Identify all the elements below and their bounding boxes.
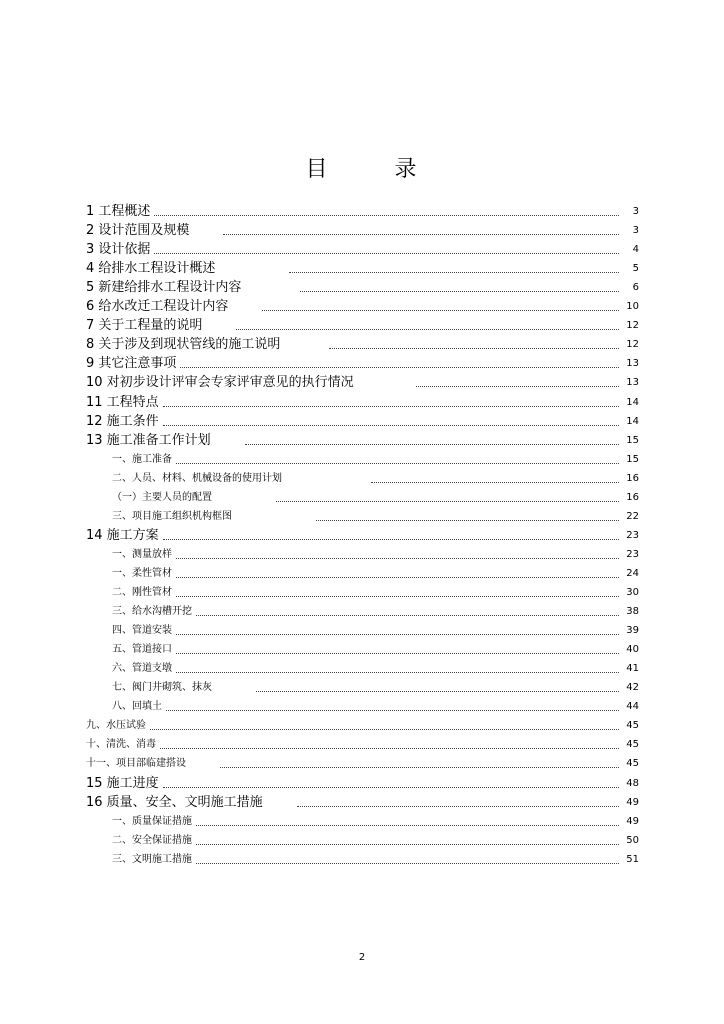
toc-entry-label: 4 给排水工程设计概述 bbox=[86, 261, 216, 277]
toc-entry-label: 一、施工准备 bbox=[112, 453, 172, 465]
toc-entry[interactable] bbox=[112, 699, 639, 715]
toc-entry-label: 11 工程特点 bbox=[86, 394, 159, 410]
toc-entry-label: 1 工程概述 bbox=[86, 204, 151, 219]
toc-entry-page: 3 bbox=[632, 206, 639, 217]
toc-entry[interactable] bbox=[112, 623, 639, 639]
toc-entry[interactable] bbox=[112, 833, 639, 849]
toc-entry-page: 3 bbox=[632, 225, 639, 237]
toc-entry-label: 一、柔性管材 bbox=[112, 567, 172, 579]
toc-dot-leader bbox=[245, 444, 619, 445]
toc-entry-label: 四、管道安装 bbox=[112, 625, 172, 637]
toc-dot-leader bbox=[163, 539, 619, 540]
toc-entry[interactable] bbox=[112, 680, 639, 696]
toc-dot-leader bbox=[220, 767, 619, 768]
toc-entry-label: 一、质量保证措施 bbox=[112, 815, 192, 827]
toc-dot-leader bbox=[176, 558, 619, 559]
toc-entry-label: 8 关于涉及到现状管线的施工说明 bbox=[86, 337, 281, 353]
toc-entry-label: 3 设计依据 bbox=[86, 242, 151, 258]
toc-entry-page: 45 bbox=[626, 739, 639, 751]
toc-entry[interactable] bbox=[112, 566, 639, 582]
toc-entry-label: 二、安全保证措施 bbox=[112, 834, 192, 846]
toc-dot-leader bbox=[297, 806, 619, 807]
toc-entry[interactable] bbox=[86, 718, 639, 734]
toc-entry[interactable] bbox=[86, 299, 639, 315]
toc-entry[interactable] bbox=[86, 223, 639, 239]
toc-dot-leader bbox=[196, 863, 619, 864]
toc-dot-leader bbox=[176, 653, 619, 654]
toc-dot-leader bbox=[316, 520, 619, 521]
toc-entry-page: 50 bbox=[626, 834, 639, 846]
toc-entry-page: 14 bbox=[626, 396, 639, 408]
page-number: 2 bbox=[358, 952, 366, 963]
toc-entry-page: 16 bbox=[626, 472, 639, 484]
toc-dot-leader bbox=[416, 386, 619, 387]
toc-entry-page: 42 bbox=[626, 682, 639, 694]
toc-entry-label: 二、人员、材料、机械设备的使用计划 bbox=[112, 472, 282, 484]
toc-entry[interactable] bbox=[86, 242, 639, 258]
toc-entry-page: 13 bbox=[626, 358, 639, 370]
toc-entry-label: 一、测量放样 bbox=[112, 548, 172, 560]
toc-dot-leader bbox=[176, 463, 619, 464]
toc-entry[interactable] bbox=[86, 356, 639, 372]
toc-entry[interactable] bbox=[112, 509, 639, 525]
toc-entry-page: 15 bbox=[626, 453, 639, 465]
toc-entry-label: 2 设计范围及规模 bbox=[86, 223, 190, 239]
toc-entry-page: 45 bbox=[626, 720, 639, 732]
toc-entry[interactable] bbox=[112, 642, 639, 658]
toc-entry[interactable] bbox=[86, 337, 639, 353]
toc-entry-page: 38 bbox=[626, 606, 639, 618]
toc-dot-leader bbox=[276, 501, 619, 502]
toc-entry-page: 22 bbox=[626, 510, 639, 522]
toc-entry-page: 16 bbox=[626, 491, 639, 503]
toc-entry-label: 16 质量、安全、文明施工措施 bbox=[86, 794, 263, 810]
toc-dot-leader bbox=[329, 348, 619, 349]
toc-entry[interactable] bbox=[112, 547, 639, 563]
toc-entry-page: 23 bbox=[626, 529, 639, 541]
toc-entry-page: 12 bbox=[626, 339, 639, 351]
toc-entry-label: 八、回填土 bbox=[112, 701, 162, 713]
toc-entry-label: 5 新建给排水工程设计内容 bbox=[86, 280, 242, 296]
toc-entry[interactable] bbox=[86, 395, 639, 411]
toc-dot-leader bbox=[223, 234, 619, 235]
toc-entry[interactable] bbox=[112, 585, 639, 601]
toc-entry-label: 6 给水改迁工程设计内容 bbox=[86, 299, 229, 315]
toc-dot-leader bbox=[163, 406, 619, 407]
toc-entry-page: 13 bbox=[626, 377, 639, 389]
toc-dot-leader bbox=[154, 253, 619, 254]
toc-dot-leader bbox=[371, 482, 619, 483]
toc-entry[interactable] bbox=[112, 604, 639, 620]
toc-entry-label: 三、给水沟槽开挖 bbox=[112, 606, 192, 618]
toc-entry[interactable] bbox=[112, 814, 639, 830]
toc-entry-page: 10 bbox=[626, 301, 639, 313]
toc-entry[interactable] bbox=[86, 737, 639, 753]
toc-entry-page: 30 bbox=[626, 587, 639, 598]
toc-entry-page: 40 bbox=[626, 644, 639, 656]
toc-dot-leader bbox=[256, 691, 619, 692]
toc-dot-leader bbox=[176, 577, 619, 578]
toc-dot-leader bbox=[176, 672, 619, 673]
toc-entry-label: 12 施工条件 bbox=[86, 413, 159, 429]
toc-entry-page: 49 bbox=[626, 815, 639, 827]
toc-entry-page: 44 bbox=[626, 701, 639, 713]
toc-dot-leader bbox=[163, 787, 619, 788]
toc-dot-leader bbox=[196, 615, 619, 616]
toc-entry-page: 39 bbox=[626, 625, 639, 637]
toc-entry[interactable] bbox=[86, 280, 639, 296]
toc-dot-leader bbox=[166, 710, 619, 711]
toc-entry-page: 23 bbox=[626, 548, 639, 560]
toc-entry-label: 三、项目施工组织机构框图 bbox=[112, 510, 232, 522]
toc-entry-label: 10 对初步设计评审会专家评审意见的执行情况 bbox=[86, 375, 354, 391]
toc-entry-page: 15 bbox=[626, 434, 639, 446]
toc-dot-leader bbox=[180, 367, 619, 368]
toc-entry-page: 12 bbox=[626, 320, 639, 332]
toc-entry[interactable] bbox=[86, 375, 639, 391]
toc-entry-label: 十一、项目部临建搭设 bbox=[86, 758, 186, 770]
toc-entry[interactable] bbox=[86, 318, 639, 334]
toc-entry-label: 九、水压试验 bbox=[86, 720, 146, 732]
toc-entry-label: 9 其它注意事项 bbox=[86, 356, 177, 372]
toc-entry-page: 51 bbox=[626, 853, 639, 865]
toc-entry[interactable] bbox=[86, 776, 639, 792]
toc-entry[interactable] bbox=[86, 414, 639, 430]
toc-entry-label: 二、刚性管材 bbox=[112, 587, 172, 598]
toc-entry-page: 49 bbox=[626, 796, 639, 808]
toc-entry[interactable] bbox=[112, 471, 639, 487]
toc-entry-label: （一）主要人员的配置 bbox=[112, 491, 212, 503]
toc-entry-label: 六、管道支墩 bbox=[112, 663, 172, 675]
toc-entry-page: 48 bbox=[626, 777, 639, 789]
toc-entry-label: 15 施工进度 bbox=[86, 775, 159, 791]
toc-entry[interactable] bbox=[112, 452, 639, 468]
toc-entry-label: 十、清洗、消毒 bbox=[86, 739, 156, 751]
toc-entry-page: 45 bbox=[626, 758, 639, 770]
page-title: 目 录 bbox=[305, 157, 447, 182]
toc-entry[interactable] bbox=[112, 490, 639, 506]
toc-entry[interactable] bbox=[86, 795, 639, 811]
toc-entry-label: 七、阀门井砌筑、抹灰 bbox=[112, 682, 212, 694]
toc-entry-label: 五、管道接口 bbox=[112, 644, 172, 656]
toc-dot-leader bbox=[154, 215, 619, 216]
toc-entry-page: 4 bbox=[632, 244, 639, 256]
toc-entry[interactable] bbox=[86, 204, 639, 220]
toc-entry[interactable] bbox=[86, 528, 639, 544]
toc-entry-label: 三、文明施工措施 bbox=[112, 853, 192, 865]
toc-dot-leader bbox=[262, 310, 619, 311]
toc-entry-page: 24 bbox=[626, 567, 639, 579]
toc-dot-leader bbox=[196, 844, 619, 845]
toc-entry[interactable] bbox=[112, 852, 639, 868]
toc-entry-label: 13 施工准备工作计划 bbox=[86, 432, 211, 448]
toc-entry-label: 14 施工方案 bbox=[86, 527, 159, 543]
toc-entry[interactable] bbox=[86, 261, 639, 277]
toc-dot-leader bbox=[176, 596, 619, 597]
toc-entry-page: 5 bbox=[632, 263, 639, 275]
toc-dot-leader bbox=[289, 272, 619, 273]
toc-dot-leader bbox=[150, 729, 619, 730]
toc-dot-leader bbox=[236, 329, 619, 330]
toc-dot-leader bbox=[300, 291, 619, 292]
toc-entry[interactable] bbox=[112, 661, 639, 677]
toc-dot-leader bbox=[176, 634, 619, 635]
toc-dot-leader bbox=[196, 825, 619, 826]
toc-dot-leader bbox=[163, 425, 619, 426]
toc-entry-page: 14 bbox=[626, 415, 639, 427]
toc-entry[interactable] bbox=[86, 433, 639, 449]
toc-entry-page: 6 bbox=[632, 282, 639, 294]
toc-dot-leader bbox=[160, 748, 619, 749]
toc-entry[interactable] bbox=[86, 756, 639, 772]
toc-entry-label: 7 关于工程量的说明 bbox=[86, 318, 203, 334]
toc-entry-page: 41 bbox=[626, 663, 639, 675]
